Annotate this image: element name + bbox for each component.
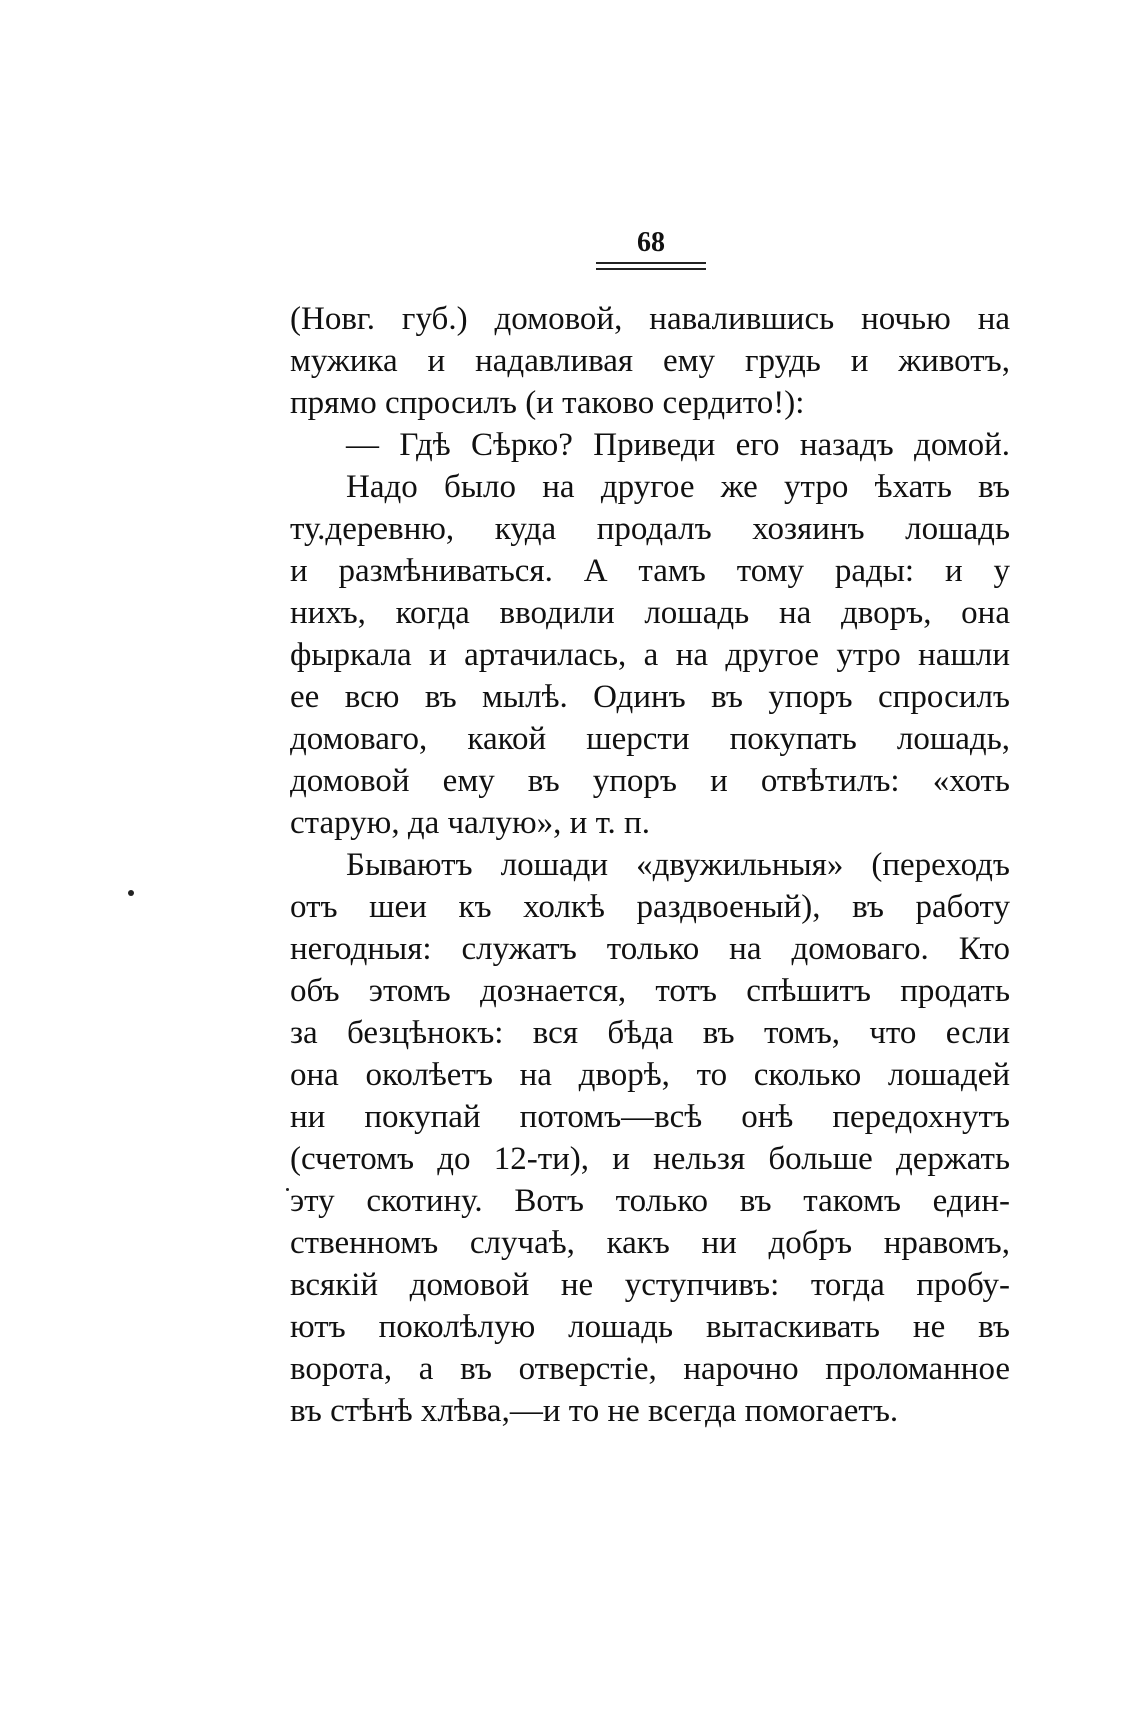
- page-number: 68: [637, 227, 665, 258]
- text-line: за безцѣнокъ: вся бѣда въ томъ, что если: [290, 1015, 1010, 1051]
- text-line: въ стѣнѣ хлѣва,—и то не всегда помогаетъ.: [290, 1393, 899, 1429]
- text-line: домовой ему въ упоръ и отвѣтилъ: «хоть: [290, 763, 1010, 799]
- text-line: всякій домовой не уступчивъ: тогда пробу-: [290, 1267, 1010, 1303]
- ink-speck: [286, 1188, 289, 1191]
- text-line: старую, да чалую», и т. п.: [290, 805, 650, 841]
- text-line: ни покупай потомъ—всѣ онѣ передохнутъ: [290, 1099, 1010, 1135]
- text-line: и размѣниваться. А тамъ тому рады: и у: [290, 553, 1010, 589]
- text-line: негодныя: служатъ только на домоваго. Кто: [290, 931, 1010, 967]
- page-number-rule-bottom: [596, 268, 706, 270]
- text-line: отъ шеи къ холкѣ раздвоеный), въ работу: [290, 889, 1010, 925]
- text-line: нихъ, когда вводили лошадь на дворъ, она: [290, 595, 1010, 631]
- text-line: (Новг. губ.) домовой, навалившись ночью на: [290, 301, 1010, 337]
- text-line: фыркала и артачилась, а на другое утро нашли: [290, 637, 1010, 673]
- text-line: ее всю въ мылѣ. Одинъ въ упоръ спросилъ: [290, 679, 1010, 715]
- text-line: ту.деревню, куда продалъ хозяинъ лошадь: [290, 511, 1010, 547]
- text-line: (счетомъ до 12-ти), и нельзя больше держать: [290, 1141, 1010, 1177]
- text-line: мужика и надавливая ему грудь и животъ,: [290, 343, 1010, 379]
- ink-speck: [128, 890, 134, 896]
- page-number-rule-top: [596, 262, 706, 264]
- text-line: эту скотину. Вотъ только въ такомъ един-: [290, 1183, 1010, 1219]
- text-line: ворота, а въ отверстіе, нарочно проломанное: [290, 1351, 1010, 1387]
- text-line: она околѣетъ на дворѣ, то сколько лошадей: [290, 1057, 1010, 1093]
- dialog-line: — Гдѣ Сѣрко? Приведи его назадъ домой.: [346, 427, 1010, 463]
- text-line: объ этомъ дознается, тотъ спѣшитъ продать: [290, 973, 1010, 1009]
- text-line: домоваго, какой шерсти покупать лошадь,: [290, 721, 1010, 757]
- paragraph-start-line: Надо было на другое же утро ѣхать въ: [346, 469, 1010, 505]
- text-line: ютъ поколѣлую лошадь вытаскивать не въ: [290, 1309, 1010, 1345]
- text-line: прямо спросилъ (и таково сердито!):: [290, 385, 805, 421]
- body-text: [290, 298, 1010, 1432]
- paragraph-start-line: Бываютъ лошади «двужильныя» (переходъ: [346, 847, 1010, 883]
- text-line: ственномъ случаѣ, какъ ни добръ нравомъ,: [290, 1225, 1010, 1261]
